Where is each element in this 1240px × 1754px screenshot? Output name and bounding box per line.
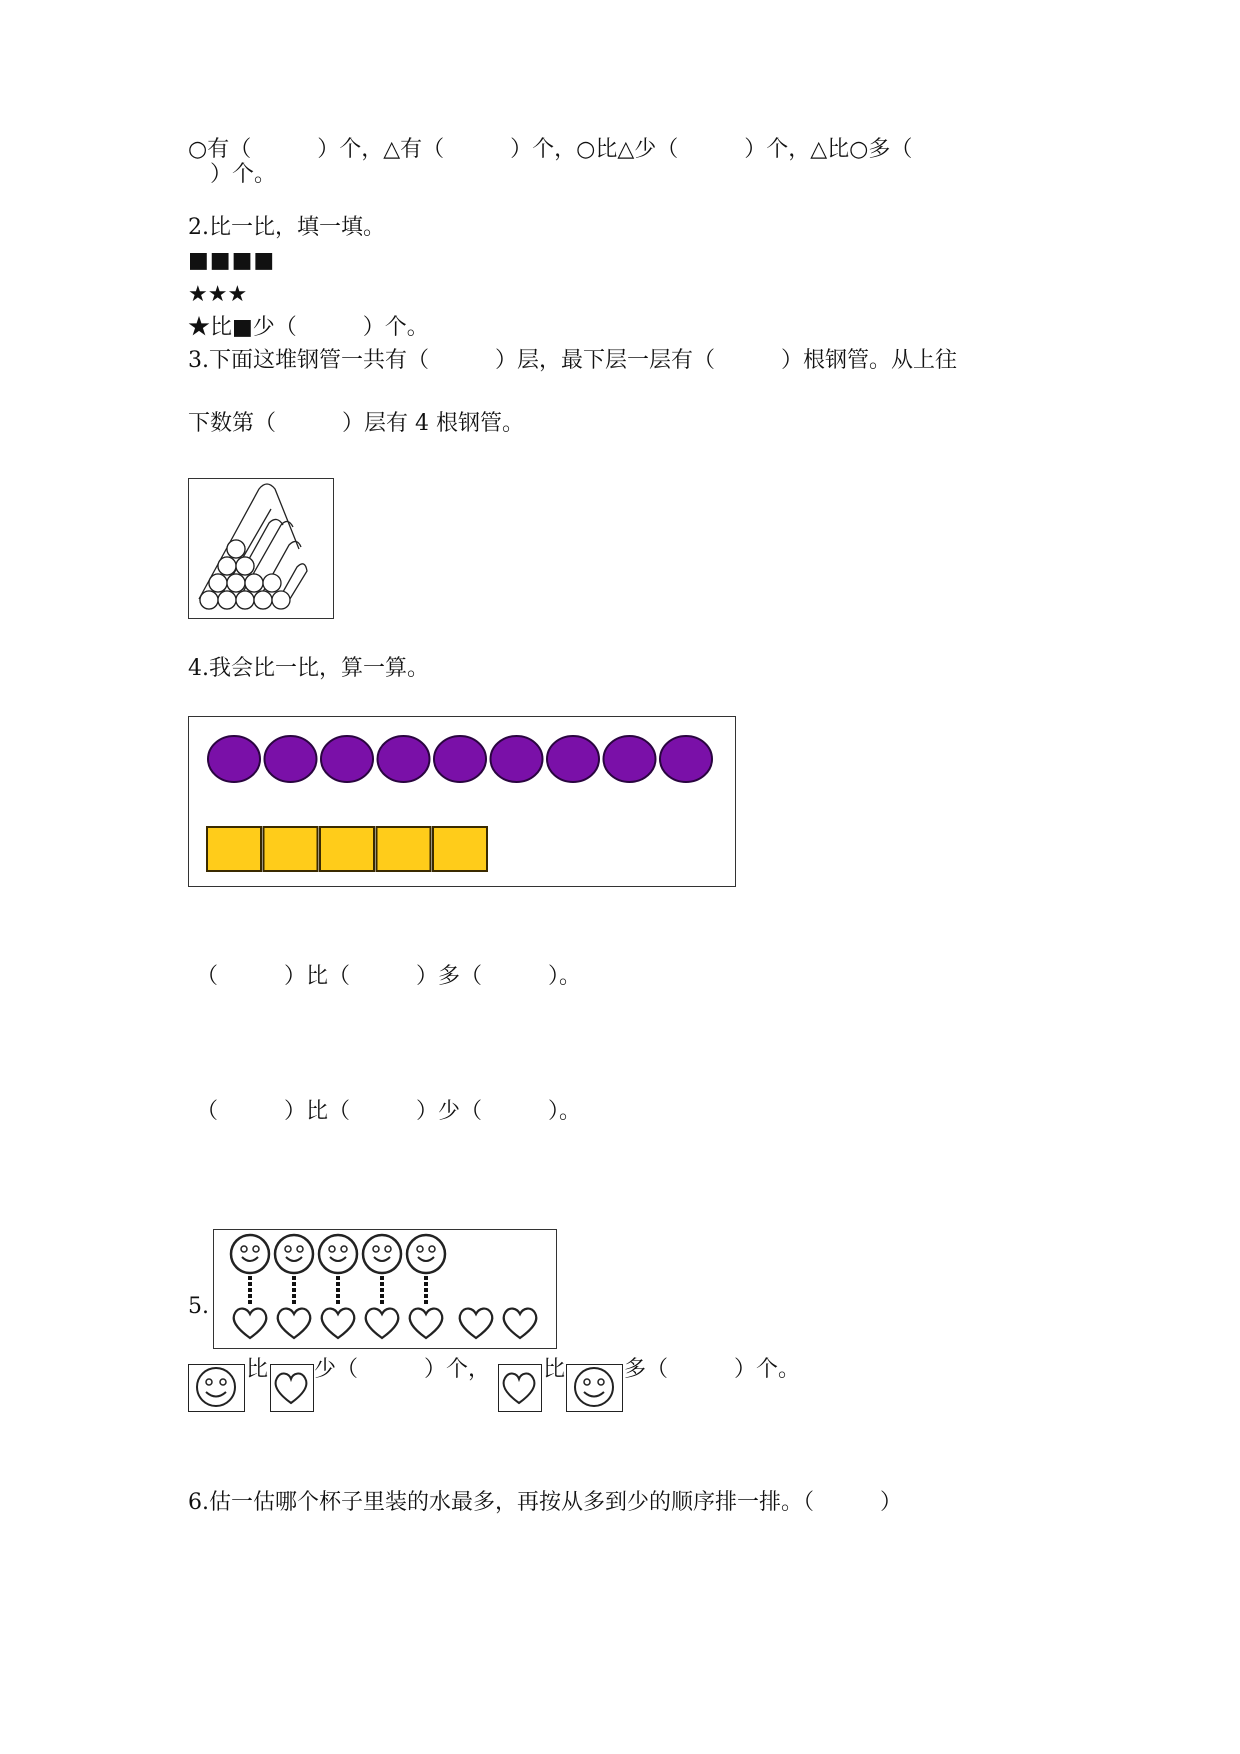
connector-dot: [292, 1300, 296, 1304]
heart-box-1: [270, 1364, 314, 1412]
connector-dot: [424, 1282, 428, 1286]
connector-dot: [248, 1276, 252, 1280]
heart-shape: [366, 1309, 399, 1338]
connector-dot: [424, 1294, 428, 1298]
q2-question: ★比■少（ ）个。: [188, 315, 429, 340]
compare-figure-image: [189, 717, 734, 885]
smiley-face: [231, 1235, 269, 1273]
q5-bi-1: 比: [246, 1357, 269, 1382]
q4-blank2: （ ）比（ ）少（ ）。: [196, 1099, 582, 1124]
connector-dot: [380, 1294, 384, 1298]
connector-dot: [336, 1294, 340, 1298]
connector-dot: [336, 1300, 340, 1304]
purple-circle: [208, 736, 260, 782]
connector-dot: [248, 1282, 252, 1286]
q3-line2: 下数第（ ）层有 4 根钢管。: [188, 411, 524, 436]
smiley-face: [407, 1235, 445, 1273]
smiley-face: [363, 1235, 401, 1273]
purple-circle: [547, 736, 599, 782]
yellow-square: [207, 827, 261, 871]
smiley-box-2: [566, 1364, 623, 1412]
q6-text: 6.估一估哪个杯子里装的水最多，再按从多到少的顺序排一排。（ ）: [188, 1490, 902, 1515]
pipe-stack-figure: [188, 478, 334, 619]
smiley-box-1: [188, 1364, 245, 1412]
compare-figure: [188, 716, 736, 887]
connector-dot: [248, 1288, 252, 1292]
connector-dot: [292, 1294, 296, 1298]
heart-shape: [504, 1309, 537, 1338]
connector-dot: [292, 1288, 296, 1292]
connector-dot: [336, 1288, 340, 1292]
connector-dot: [424, 1288, 428, 1292]
q2-title: 2.比一比，填一填。: [188, 215, 385, 240]
yellow-square: [377, 827, 431, 871]
heart-shape: [234, 1309, 267, 1338]
pipe-stack-image: [189, 479, 332, 617]
smiley-face: [275, 1235, 313, 1273]
q5-duo: 多（ ）个。: [624, 1357, 801, 1382]
q4-blank1: （ ）比（ ）多（ ）。: [196, 964, 582, 989]
heart-shape: [322, 1309, 355, 1338]
purple-circle: [491, 736, 543, 782]
heart-icon: [499, 1365, 540, 1410]
connector-dot: [424, 1300, 428, 1304]
connector-dot: [380, 1300, 384, 1304]
q3-line1: 3.下面这堆钢管一共有（ ）层，最下层一层有（ ）根钢管。从上往: [188, 348, 957, 373]
smiley-icon: [189, 1365, 243, 1410]
purple-circle: [265, 736, 317, 782]
connector-dot: [292, 1276, 296, 1280]
connector-dot: [336, 1282, 340, 1286]
connector-dot: [380, 1282, 384, 1286]
heart-shape: [278, 1309, 311, 1338]
purple-circle: [604, 736, 656, 782]
heart-icon: [271, 1365, 312, 1410]
q1-line1: ○有（ ）个，△有（ ）个，○比△少（ ）个，△比○多（: [188, 137, 913, 162]
yellow-square: [320, 827, 374, 871]
smiley-icon: [567, 1365, 621, 1410]
connector-dot: [380, 1276, 384, 1280]
connector-dot: [424, 1276, 428, 1280]
smiley-heart-image: [214, 1230, 555, 1347]
connector-dot: [248, 1294, 252, 1298]
yellow-square: [433, 827, 487, 871]
connector-dot: [380, 1288, 384, 1292]
q5-number: 5.: [188, 1294, 209, 1319]
heart-shape: [460, 1309, 493, 1338]
purple-circle: [321, 736, 373, 782]
connector-dot: [292, 1282, 296, 1286]
yellow-square: [264, 827, 318, 871]
purple-circle: [378, 736, 430, 782]
smiley-heart-figure: [213, 1229, 557, 1349]
q5-shao: 少（ ）个，: [314, 1357, 491, 1382]
q2-squares: ■■■■: [188, 248, 276, 273]
q4-title: 4.我会比一比，算一算。: [188, 656, 429, 681]
heart-shape: [410, 1309, 443, 1338]
purple-circle: [434, 736, 486, 782]
q5-bi-2: 比: [543, 1357, 566, 1382]
q2-stars: ★★★: [188, 282, 248, 307]
q1-line2: ）个。: [188, 162, 277, 187]
connector-dot: [336, 1276, 340, 1280]
smiley-face: [319, 1235, 357, 1273]
connector-dot: [248, 1300, 252, 1304]
heart-box-2: [498, 1364, 542, 1412]
purple-circle: [660, 736, 712, 782]
